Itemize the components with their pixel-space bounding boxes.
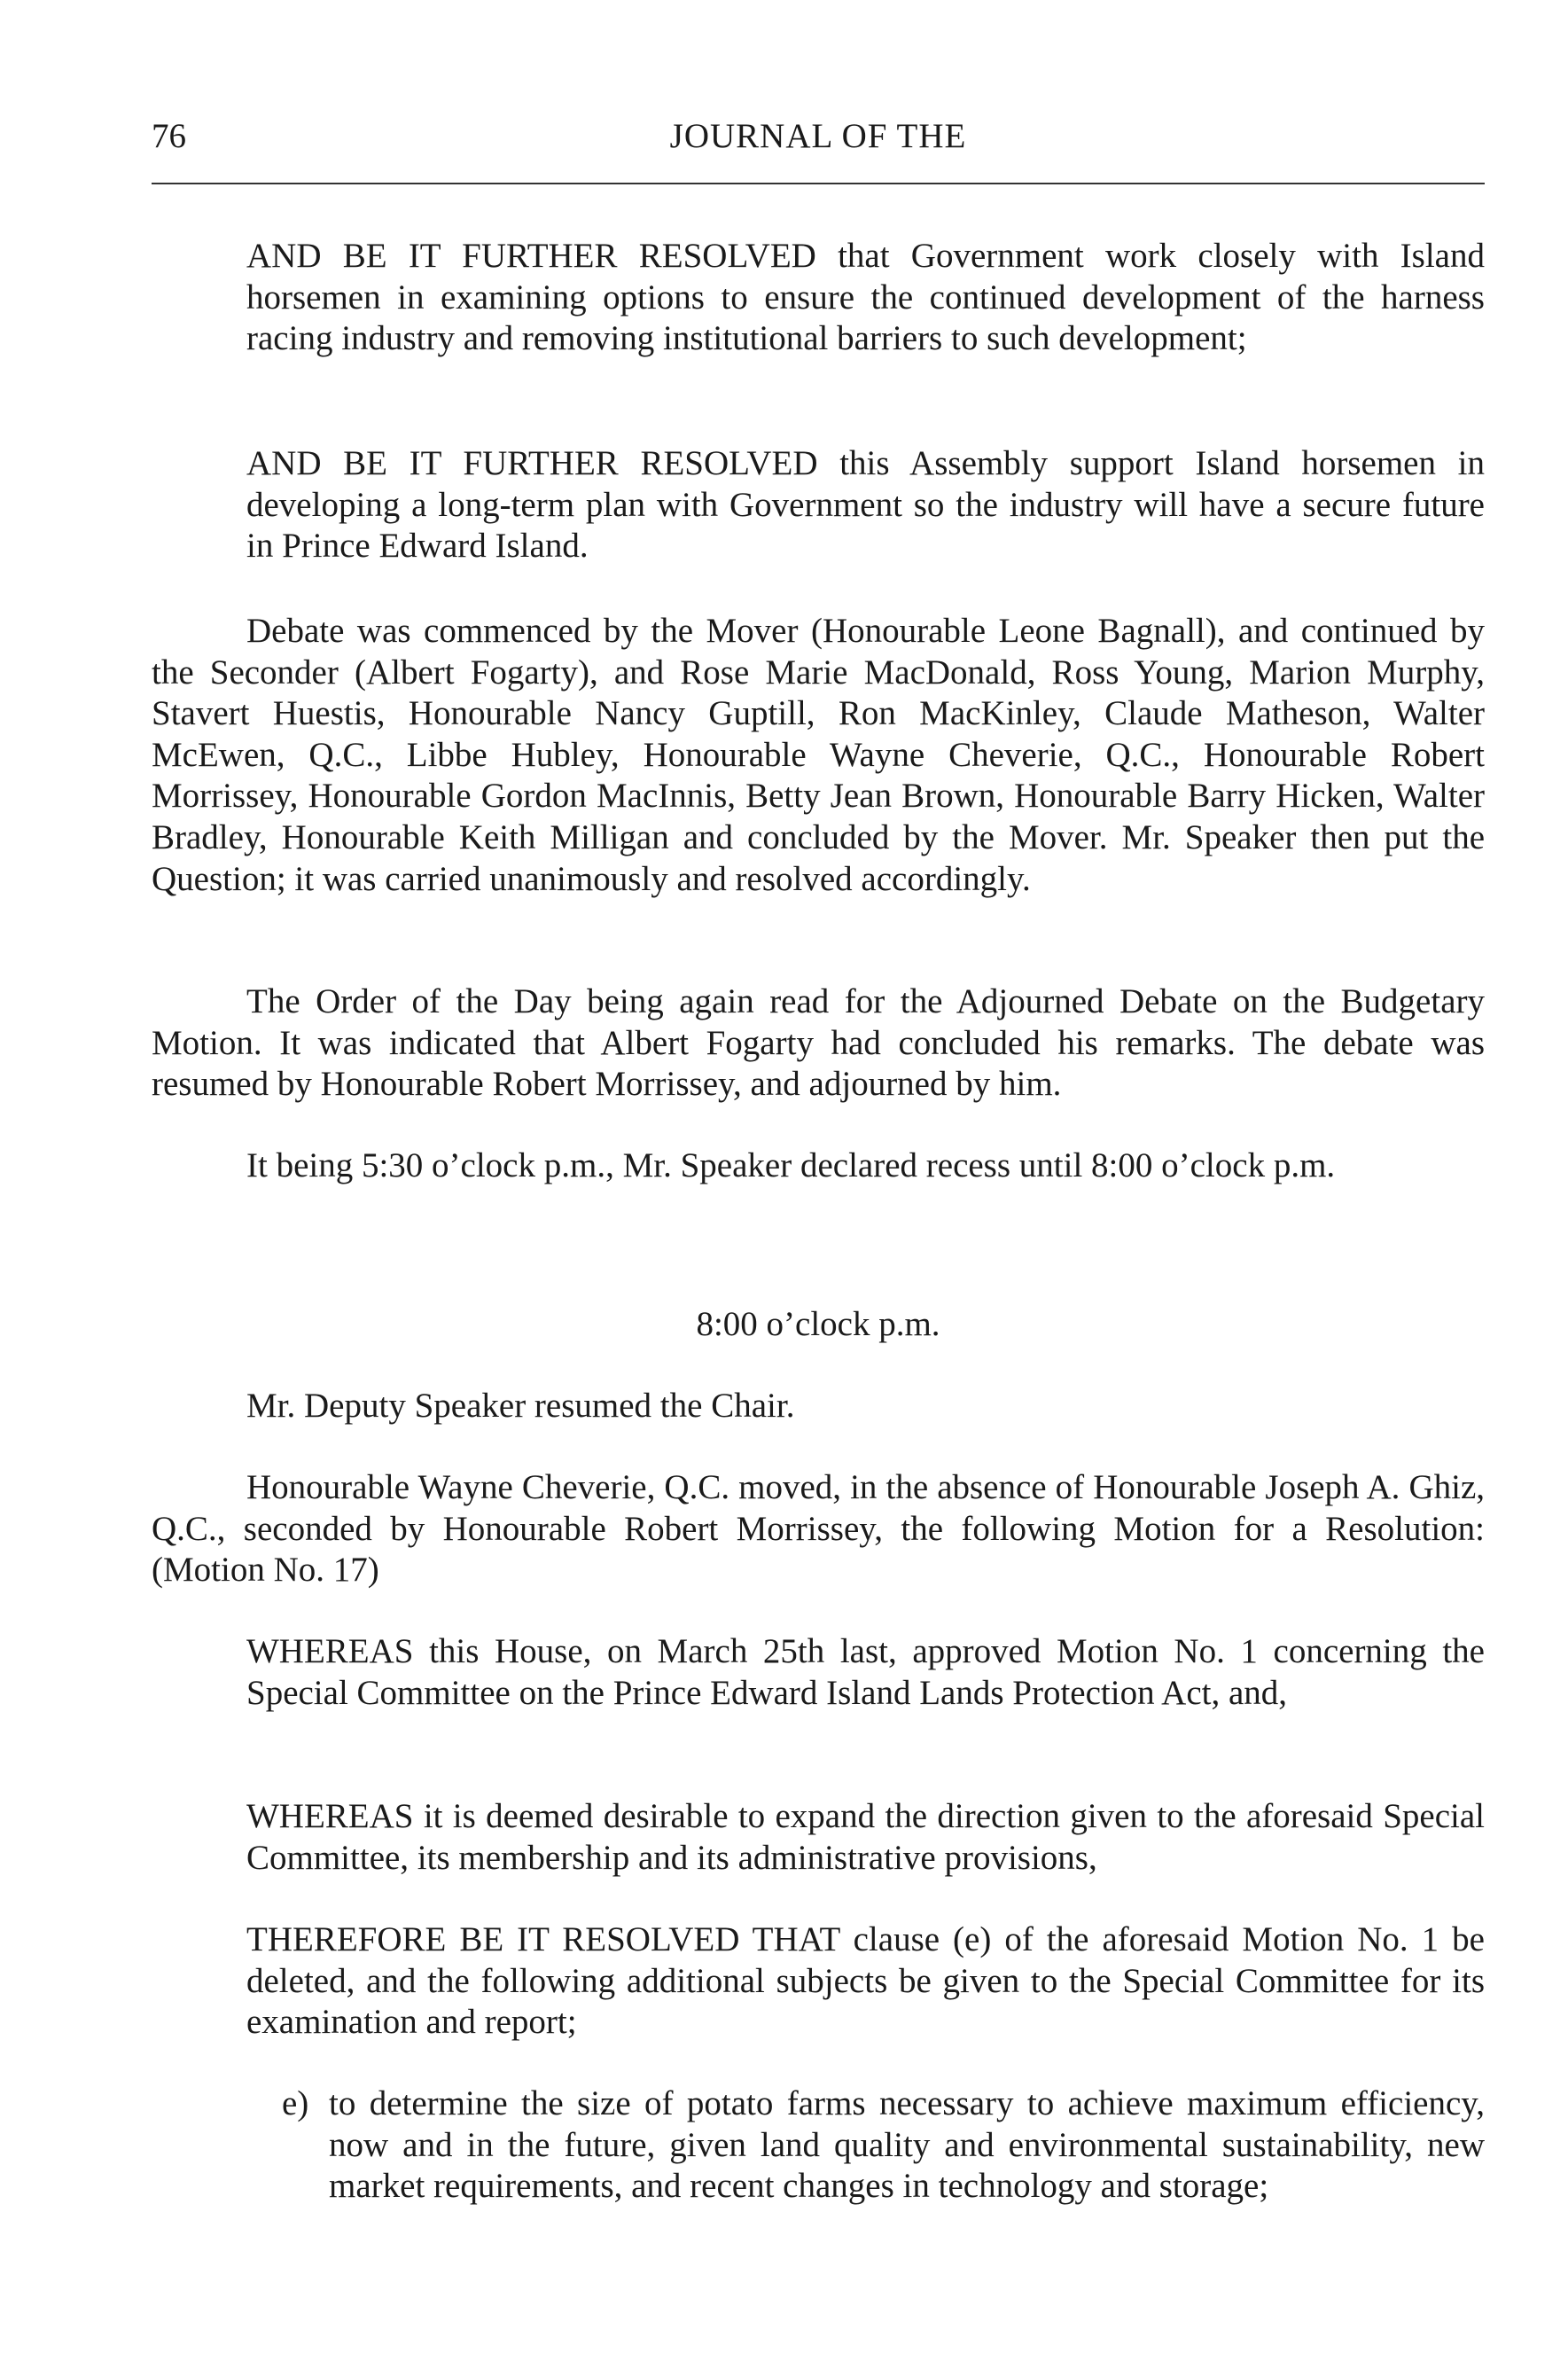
- therefore-paragraph: THEREFORE BE IT RESOLVED THAT clause (e) of the aforesaid Motion No. 1 be deleted, and the following additional subjects be given to the Special Committee for its examination and report;: [246, 1920, 1485, 2042]
- time-heading: 8:00 o’clock p.m.: [696, 1305, 940, 1343]
- debate-paragraph: Debate was commenced by the Mover (Honourable Leone Bagnall), and continued by the Seconder (Albert Fogarty), and Rose Marie MacDonald, Ross Young, Marion Murphy, Stavert Huestis, Honourable Nancy Guptill, Ron MacKinley, Claude Matheson, Walter McEwen, Q.C., Libbe Hubley, Honourable Wayne Cheverie, Q.C., Honourable Robert Morrissey, Honourable Gordon MacInnis, Betty Jean Brown, Honourable Barry Hicken, Walter Bradley, Honourable Keith Milligan and concluded by the Mover. Mr. Speaker then put the Question; it was carried unanimously and resolved accordingly.: [152, 612, 1485, 898]
- whereas-paragraph-2: WHEREAS it is deemed desirable to expand the direction given to the aforesaid Special Committee, its membership and its administrative provisions,: [246, 1797, 1485, 1877]
- motion-paragraph: Honourable Wayne Cheverie, Q.C. moved, in the absence of Honourable Joseph A. Ghiz, Q.C., seconded by Honourable Robert Morrissey, the following Motion for a Resolution: (Motion No. 17): [152, 1468, 1485, 1590]
- deputy-speaker-paragraph: Mr. Deputy Speaker resumed the Chair.: [246, 1387, 795, 1425]
- budget-debate-paragraph: The Order of the Day being again read for the Adjourned Debate on the Budgetary Motion. It was indicated that Albert Fogarty had concluded his remarks. The debate was resumed by Honourable Robert Morrissey, and adjourned by him.: [152, 982, 1485, 1104]
- resolution-paragraph-2: AND BE IT FURTHER RESOLVED this Assembly support Island horsemen in developing a long-term plan with Government so the industry will have a secure future in Prince Edward Island.: [246, 444, 1485, 566]
- resolution-paragraph-1: AND BE IT FURTHER RESOLVED that Government work closely with Island horsemen in examining options to ensure the continued development of the harness racing industry and removing institutional barriers to such development;: [246, 237, 1485, 358]
- whereas-paragraph-1: WHEREAS this House, on March 25th last, approved Motion No. 1 concerning the Special Committee on the Prince Edward Island Lands Protection Act, and,: [246, 1632, 1485, 1712]
- running-head: JOURNAL OF THE: [669, 117, 967, 155]
- clause-e-item: [282, 2083, 1485, 2208]
- header-rule: [152, 183, 1485, 184]
- clause-e-label: e): [282, 2084, 309, 2122]
- recess-paragraph: It being 5:30 o’clock p.m., Mr. Speaker declared recess until 8:00 o’clock p.m.: [246, 1146, 1336, 1184]
- clause-e-text: to determine the size of potato farms necessary to achieve maximum efficiency, now and in the future, given land quality and environmental sustainability, new market requirements, and recent changes in technology and storage;: [329, 2084, 1485, 2206]
- page-number: 76: [152, 117, 186, 155]
- page-header: [152, 113, 1485, 160]
